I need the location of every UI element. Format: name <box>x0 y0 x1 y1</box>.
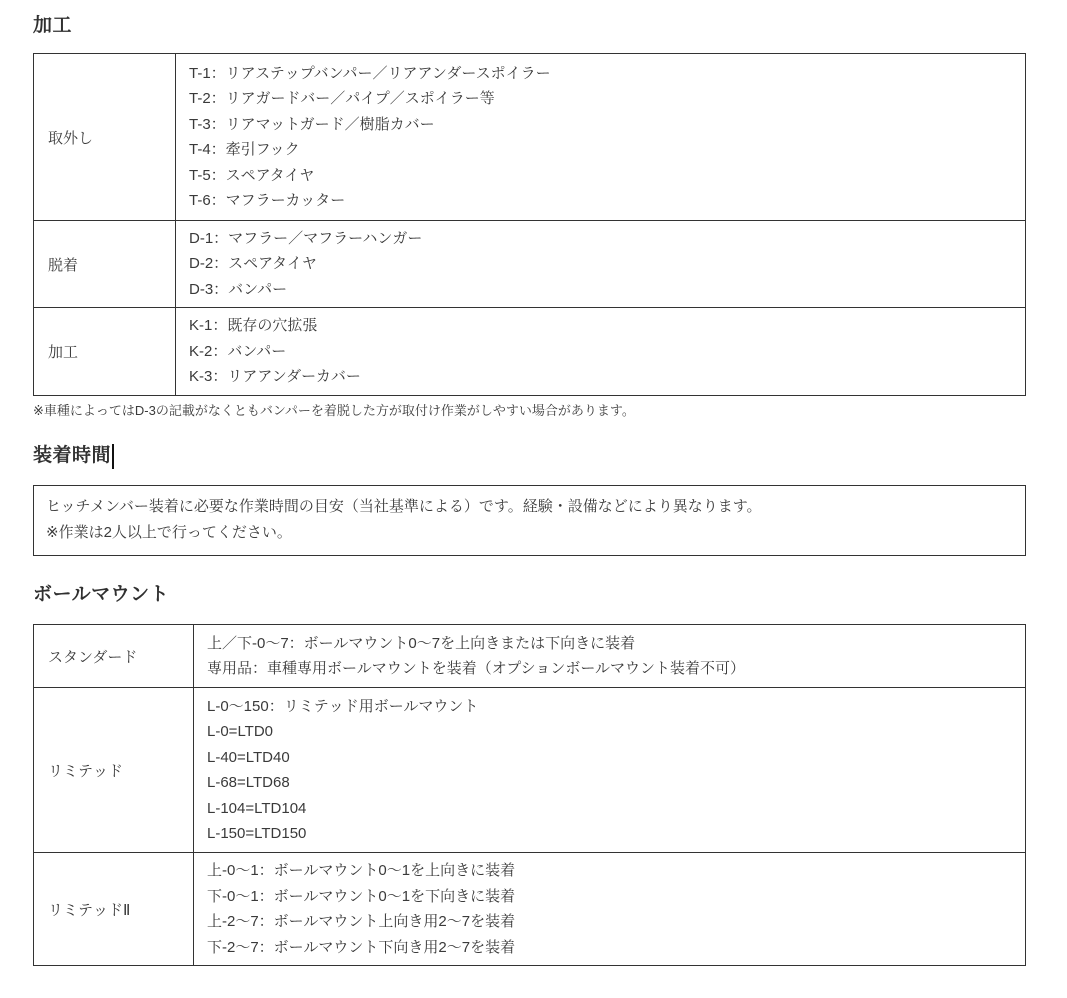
table-line: 下-0～1：ボールマウント0～1を下向きに装着 <box>207 887 516 905</box>
table-line: T-1：リアステップバンパー／リアアンダースポイラー <box>189 64 551 82</box>
heading-text: 装着時間 <box>33 445 112 466</box>
table-line: 上／下-0～7：ボールマウント0～7を上向きまたは下向きに装着 <box>207 634 636 652</box>
section-heading-kakou: 加工 <box>33 15 73 36</box>
table-row-limited2 <box>34 852 1025 965</box>
table-line: D-3：バンパー <box>189 280 288 298</box>
row-content <box>176 54 1025 220</box>
row-content <box>194 625 1025 687</box>
text-cursor <box>112 444 114 469</box>
ballmount-table <box>33 624 1026 966</box>
souchaku-info-box <box>33 485 1026 556</box>
row-label: 加工 <box>34 308 176 395</box>
table-row-torihazushi <box>34 54 1025 220</box>
table-line: T-3：リアマットガード／樹脂カバー <box>189 115 435 133</box>
table-line: L-150=LTD150 <box>207 825 307 842</box>
row-label: 脱着 <box>34 221 176 307</box>
table-line: K-1：既存の穴拡張 <box>189 317 318 335</box>
row-label: リミテッド <box>34 688 194 852</box>
table-line: L-104=LTD104 <box>207 799 307 817</box>
table-line: T-2：リアガードバー／パイプ／スポイラー等 <box>189 90 495 107</box>
row-label: スタンダード <box>34 625 194 687</box>
table-line: 上-2～7：ボールマウント上向き用2～7を装着 <box>207 913 516 930</box>
table-line: 専用品：車種専用ボールマウントを装着（オプションボールマウント装着不可） <box>207 660 746 677</box>
info-line: ※作業は2人以上で行ってください。 <box>46 524 292 541</box>
info-line: ヒッチメンバー装着に必要な作業時間の目安（当社基準による）です。経験・設備などにより異なります。 <box>46 498 762 515</box>
section-heading-souchaku <box>33 443 1067 469</box>
table-line: T-6：マフラーカッター <box>189 192 346 209</box>
row-content <box>194 688 1025 852</box>
section-heading-ballmount: ボールマウント <box>33 584 170 605</box>
table-row-datchaku <box>34 220 1025 307</box>
row-content <box>176 308 1025 395</box>
table-row-kakou <box>34 307 1025 395</box>
kakou-footnote: ※車種によってはD-3の記載がなくともバンパーを着脱した方が取付け作業がしやすい場合があります。 <box>33 403 635 418</box>
kakou-table <box>33 53 1026 396</box>
table-line: L-0=LTD0 <box>207 723 274 740</box>
table-line: 下-2～7：ボールマウント下向き用2～7を装着 <box>207 938 516 956</box>
table-line: L-68=LTD68 <box>207 774 290 791</box>
row-label: 取外し <box>34 54 176 220</box>
row-label: リミテッドⅡ <box>34 853 194 965</box>
row-content <box>194 853 1025 965</box>
table-line: T-5：スペアタイヤ <box>189 166 315 184</box>
table-line: D-2：スペアタイヤ <box>189 255 317 273</box>
table-line: T-4：牽引フック <box>189 141 300 158</box>
table-row-limited <box>34 687 1025 852</box>
table-line: L-40=LTD40 <box>207 748 290 766</box>
table-line: L-0～150：リミテッド用ボールマウント <box>207 697 479 715</box>
table-line: K-3：リアアンダーカバー <box>189 368 361 386</box>
table-row-standard <box>34 625 1025 687</box>
table-line: D-1：マフラー／マフラーハンガー <box>189 229 423 247</box>
table-line: 上-0～1：ボールマウント0～1を上向きに装着 <box>207 862 516 879</box>
row-content <box>176 221 1025 307</box>
table-line: K-2：バンパー <box>189 342 287 360</box>
